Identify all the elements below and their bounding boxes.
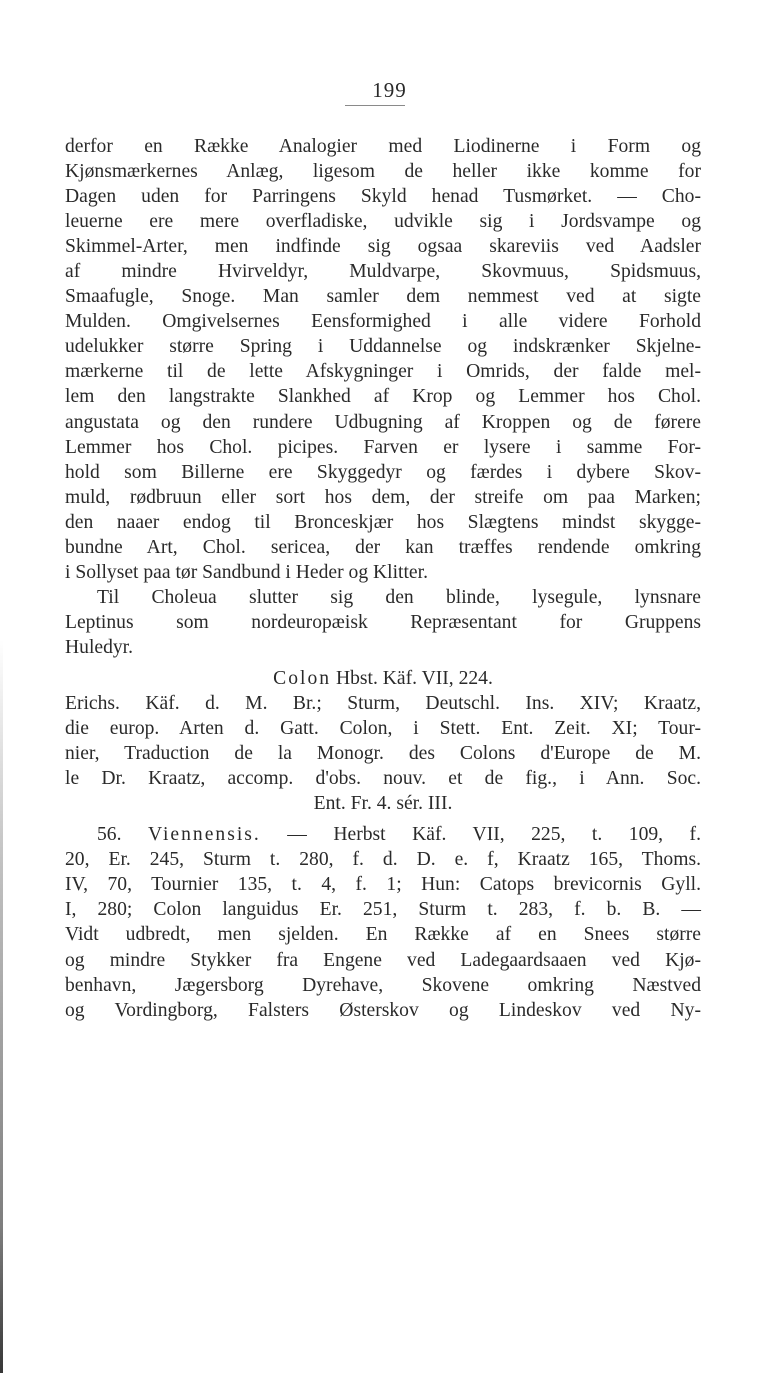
text-line: benhavn, Jægersborg Dyrehave, Skovene omkring Næstved [65,974,701,996]
text-line: Vidt udbredt, men sjelden. En Række af en Snees større [65,924,701,946]
text-line: Lemmer hos Chol. picipes. Farven er lysere i samme For- [65,436,701,458]
text-line: Kjønsmærkernes Anlæg, ligesom de heller ikke komme for [65,161,701,183]
genus-name: Colon [273,667,332,689]
species-name: Viennensis. [148,824,261,846]
text-line: af mindre Hvirveldyr, Muldvarpe, Skovmuus, Spidsmuus, [65,261,701,283]
page-number: 199 [372,78,407,102]
text-line: i Sollyset paa tør Sandbund i Heder og Klitter. [65,561,428,583]
species-first-line [65,822,701,847]
text-line: angustata og den rundere Udbugning af Kroppen og de førere [65,411,701,433]
paragraph-1 [65,134,701,585]
text-line: Til Choleua slutter sig den blinde, lysegule, lynsnare [97,586,701,608]
species-reference: — Herbst Käf. VII, 225, t. 109, f. [260,824,701,846]
species-number: 56. [97,824,122,846]
text-line: Smaafugle, Snoge. Man samler dem nemmest ved at sigte [65,286,701,308]
paragraph-2 [65,585,701,660]
text-line: mærkerne til de lette Afskygninger i Omrids, der falde mel- [65,361,701,383]
text-line: udelukker større Spring i Uddannelse og indskrænker Skjelne- [65,336,701,358]
text-line: Skimmel-Arter, men indfinde sig ogsaa skareviis ved Aadsler [65,236,701,258]
text-line: den naaer endog til Bronceskjær hos Slægtens mindst skygge- [65,511,701,533]
text-line: die europ. Arten d. Gatt. Colon, i Stett. Ent. Zeit. XI; Tour- [65,718,701,740]
main-text [65,134,701,1023]
text-line: Leptinus som nordeuropæisk Repræsentant for Gruppens [65,611,701,633]
text-line: Erichs. Käf. d. M. Br.; Sturm, Deutschl. Ins. XIV; Kraatz, [65,693,701,715]
genus-reference: Hbst. Käf. VII, 224. [331,667,493,689]
text-line: nier, Traduction de la Monogr. des Colons d'Europe de M. [65,743,701,765]
text-line: 20, Er. 245, Sturm t. 280, f. d. D. e. f, Kraatz 165, Thoms. [65,849,701,871]
text-line: og Vordingborg, Falsters Østerskov og Lindeskov ved Ny- [65,999,701,1021]
scan-margin-shadow [0,640,3,1373]
text-line: og mindre Stykker fra Engene ved Ladegaardsaaen ved Kjø- [65,949,701,971]
text-line: bundne Art, Chol. sericea, der kan træffes rendende omkring [65,536,701,558]
text-line: le Dr. Kraatz, accomp. d'obs. nouv. et de fig., i Ann. Soc. [65,768,701,790]
text-line: derfor en Række Analogier med Liodinerne i Form og [65,136,701,157]
text-line: hold som Billerne ere Skyggedyr og færdes i dybere Skov- [65,461,701,483]
species-entry [65,822,701,1022]
text-line: lem den langstrakte Slankhed af Krop og Lemmer hos Chol. [65,386,701,408]
text-line: I, 280; Colon languidus Er. 251, Sturm t. 283, f. b. B. — [65,899,701,921]
page-number-rule [345,105,405,106]
text-line: leuerne ere mere overfladiske, udvikle sig i Jordsvampe og [65,211,701,233]
text-line: Mulden. Omgivelsernes Eensformighed i alle videre Forhold [65,311,701,333]
paragraph-3 [65,691,701,816]
text-line: IV, 70, Tournier 135, t. 4, f. 1; Hun: Catops brevicornis Gyll. [65,874,701,896]
text-line: Dagen uden for Parringens Skyld henad Tusmørket. — Cho- [65,186,701,208]
text-line: Ent. Fr. 4. sér. III. [313,793,453,815]
text-line: Huledyr. [65,636,134,658]
genus-heading [65,666,701,691]
text-line: muld, rødbruun eller sort hos dem, der streife om paa Marken; [65,486,701,508]
